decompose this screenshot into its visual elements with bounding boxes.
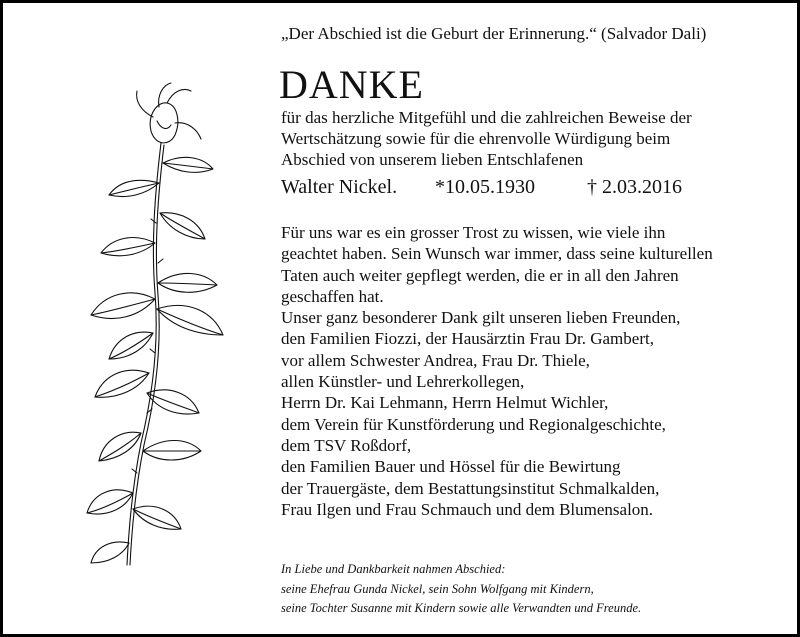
- quote: „Der Abschied ist die Geburt der Erinnerung.“ (Salvador Dali): [281, 24, 707, 43]
- body-line: allen Künstler- und Lehrerkollegen,: [281, 372, 525, 392]
- body-line: Frau Ilgen und Frau Schmauch und dem Blumensalon.: [281, 499, 654, 519]
- deceased-line: [281, 174, 682, 200]
- intro-line: für das herzliche Mitgefühl und die zahlreichen Beweise der: [281, 108, 692, 127]
- intro-line: Abschied von unserem lieben Entschlafenen: [281, 150, 584, 169]
- birth-date: *10.05.1930: [435, 176, 535, 198]
- closing-line: seine Ehefrau Gunda Nickel, sein Sohn Wolfgang mit Kindern,: [281, 581, 594, 596]
- death-date: † 2.03.2016: [587, 176, 682, 198]
- intro-line: Wertschätzung sowie für die ehrenvolle Würdigung beim: [281, 129, 671, 148]
- body-line: den Familien Bauer und Hössel für die Bewirtung: [281, 457, 621, 477]
- body-line: Taten auch weiter gepflegt werden, die er in all den Jahren: [281, 265, 679, 285]
- closing-text: [281, 560, 781, 619]
- body-line: Herrn Dr. Kai Lehmann, Herrn Helmut Wichler,: [281, 393, 609, 413]
- deceased-name: Walter Nickel.: [281, 176, 398, 198]
- body-line: dem Verein für Kunstförderung und Regionalgeschichte,: [281, 414, 666, 434]
- body-line: den Familien Fiozzi, der Hausärztin Frau Dr. Gambert,: [281, 329, 654, 349]
- body-line: Unser ganz besonderer Dank gilt unseren lieben Freunden,: [281, 308, 681, 328]
- closing-line: In Liebe und Dankbarkeit nahmen Abschied:: [281, 562, 506, 576]
- body-text: [281, 222, 781, 520]
- body-line: geschaffen hat.: [281, 286, 384, 306]
- body-line: geachtet haben. Sein Wunsch war immer, dass seine kulturellen: [281, 244, 713, 264]
- closing-line: seine Tochter Susanne mit Kindern sowie alle Verwandten und Freunde.: [281, 601, 642, 615]
- body-line: vor allem Schwester Andrea, Frau Dr. Thiele,: [281, 350, 590, 370]
- title: DANKE: [279, 62, 424, 107]
- body-line: dem TSV Roßdorf,: [281, 435, 412, 455]
- body-line: Für uns war es ein grosser Trost zu wissen, wie viele ihn: [281, 223, 666, 242]
- body-line: der Trauergäste, dem Bestattungsinstitut Schmalkalden,: [281, 478, 660, 498]
- intro-text: [281, 107, 781, 170]
- rose-drawing-icon: [63, 73, 263, 573]
